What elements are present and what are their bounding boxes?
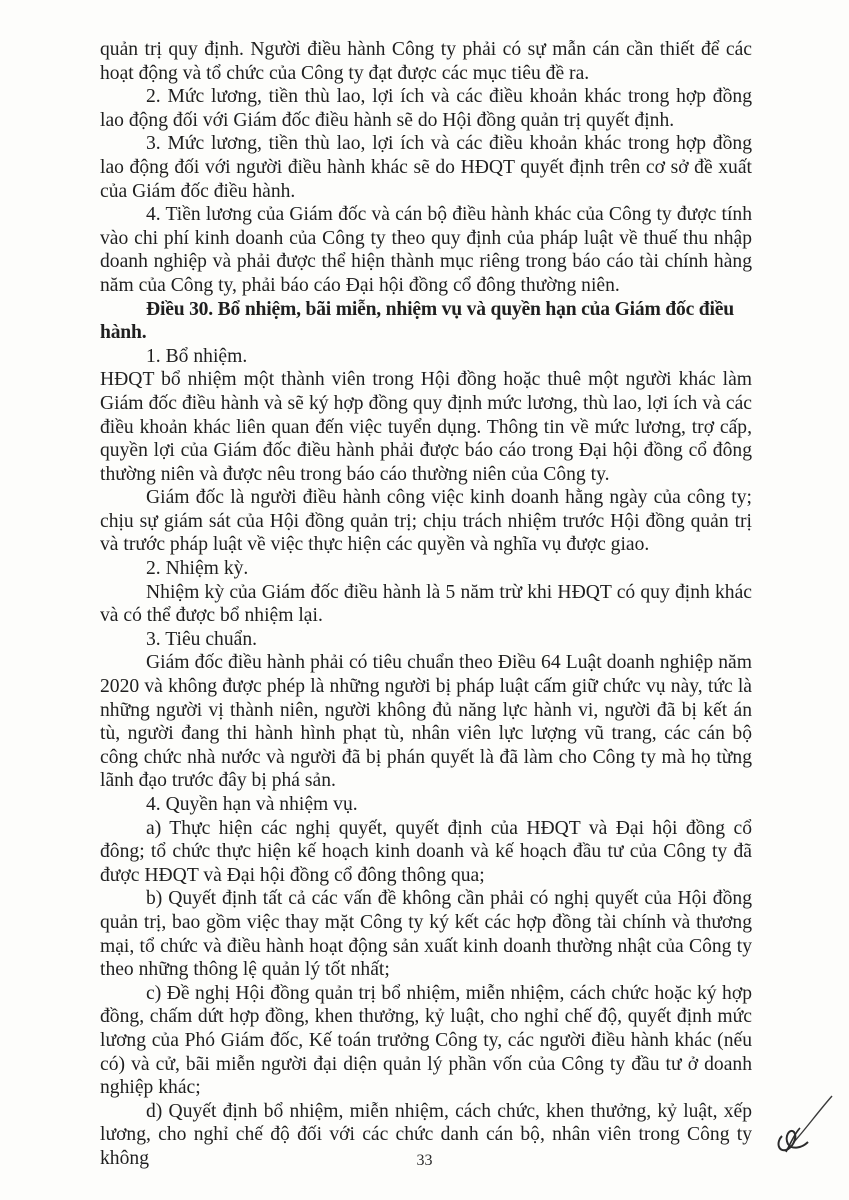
duty-item-a: a) Thực hiện các nghị quyết, quyết định của HĐQT và Đại hội đồng cổ đông; tổ chức thực hiện kế hoạch kinh doanh và kế hoạch đầu tư của Công ty đã được HĐQT và Đại hội đồng cổ đông thông qua; [100, 817, 752, 886]
article-30-heading: Điều 30. Bổ nhiệm, bãi miễn, nhiệm vụ và quyền hạn của Giám đốc điều hành. [100, 298, 734, 344]
paragraph-clause-3: 3. Mức lương, tiền thù lao, lợi ích và các điều khoản khác trong hợp đồng lao động đối với người điều hành khác sẽ do HĐQT quyết định trên cơ sở đề xuất của Giám đốc điều hành. [100, 133, 752, 202]
paragraph-term: Nhiệm kỳ của Giám đốc điều hành là 5 năm trừ khi HĐQT có quy định khác và có thể được bổ nhiệm lại. [100, 581, 752, 627]
paragraph-criteria: Giám đốc điều hành phải có tiêu chuẩn theo Điều 64 Luật doanh nghiệp năm 2020 và không được phép là những người bị pháp luật cấm giữ chức vụ này, tức là những người vị thành niên, người không đủ năng lực hành vi, người đã bị kết án tù, người đang thi hành hình phạt tù, nhân viên lực lượng vũ trang, các cán bộ công chức nhà nước và người đã bị phán quyết là đã làm cho Công ty mà họ từng lãnh đạo trước đây bị phá sản. [100, 652, 752, 792]
duty-item-d: d) Quyết định bổ nhiệm, miễn nhiệm, cách chức, khen thưởng, kỷ luật, xếp lương, cho nghỉ chế độ đối với các chức danh cán bộ, nhân viên trong Công ty không [100, 1100, 752, 1169]
page-number: 33 [416, 1152, 433, 1169]
signature-initials [768, 1092, 838, 1156]
paragraph-appointment: HĐQT bổ nhiệm một thành viên trong Hội đồng hoặc thuê một người khác làm Giám đốc điều hành và sẽ ký hợp đồng quy định mức lương, thù lao, lợi ích và các điều khoản khác liên quan đến việc tuyển dụng. Thông tin về mức lương, trợ cấp, quyền lợi của Giám đốc điều hành phải được báo cáo trong Đại hội đồng cổ đông thường niên và được nêu trong báo cáo thường niên của Công ty. [100, 369, 752, 485]
paragraph-clause-4: 4. Tiền lương của Giám đốc và cán bộ điều hành khác của Công ty được tính vào chi phí kinh doanh của Công ty theo quy định của pháp luật về thuế thu nhập doanh nghiệp và phải được thể hiện thành mục riêng trong báo cáo tài chính hàng năm của Công ty, phải báo cáo Đại hội đồng cổ đông thường niên. [100, 204, 752, 296]
paragraph-1-continuation: quản trị quy định. Người điều hành Công ty phải có sự mẫn cán cần thiết để các hoạt động và tổ chức của Công ty đạt được các mục tiêu đề ra. [100, 39, 752, 84]
section-term-heading: 2. Nhiệm kỳ. [146, 558, 249, 580]
paragraph-clause-2: 2. Mức lương, tiền thù lao, lợi ích và các điều khoản khác trong hợp đồng lao động đối với Giám đốc điều hành sẽ do Hội đồng quản trị quyết định. [100, 86, 752, 131]
section-criteria-heading: 3. Tiêu chuẩn. [146, 628, 258, 650]
duty-item-c: c) Đề nghị Hội đồng quản trị bổ nhiệm, miễn nhiệm, cách chức hoặc ký hợp đồng, chấm dứt hợp đồng, khen thưởng, kỷ luật, cho nghỉ chế độ, quyết định mức lương của Phó Giám đốc, Kế toán trưởng Công ty, các người điều hành khác (nếu có) và cử, bãi miễn người đại diện quản lý phần vốn của Công ty đầu tư ở doanh nghiệp khác; [100, 982, 752, 1099]
document-body [100, 38, 752, 1171]
section-duties-heading: 4. Quyền hạn và nhiệm vụ. [146, 794, 358, 815]
duty-item-b: b) Quyết định tất cả các vấn đề không cần phải có nghị quyết của Hội đồng quản trị, bao gồm việc thay mặt Công ty ký kết các hợp đồng tài chính và thương mại, tổ chức và điều hành hoạt động sản xuất kinh doanh thường nhật của Công ty theo những thông lệ quản lý tốt nhất; [100, 888, 752, 981]
section-appointment-heading: 1. Bổ nhiệm. [146, 345, 248, 367]
paragraph-director-role: Giám đốc là người điều hành công việc kinh doanh hằng ngày của công ty; chịu sự giám sát của Hội đồng quản trị; chịu trách nhiệm trước Hội đồng quản trị và trước pháp luật về việc thực hiện các quyền và nghĩa vụ được giao. [100, 487, 752, 556]
